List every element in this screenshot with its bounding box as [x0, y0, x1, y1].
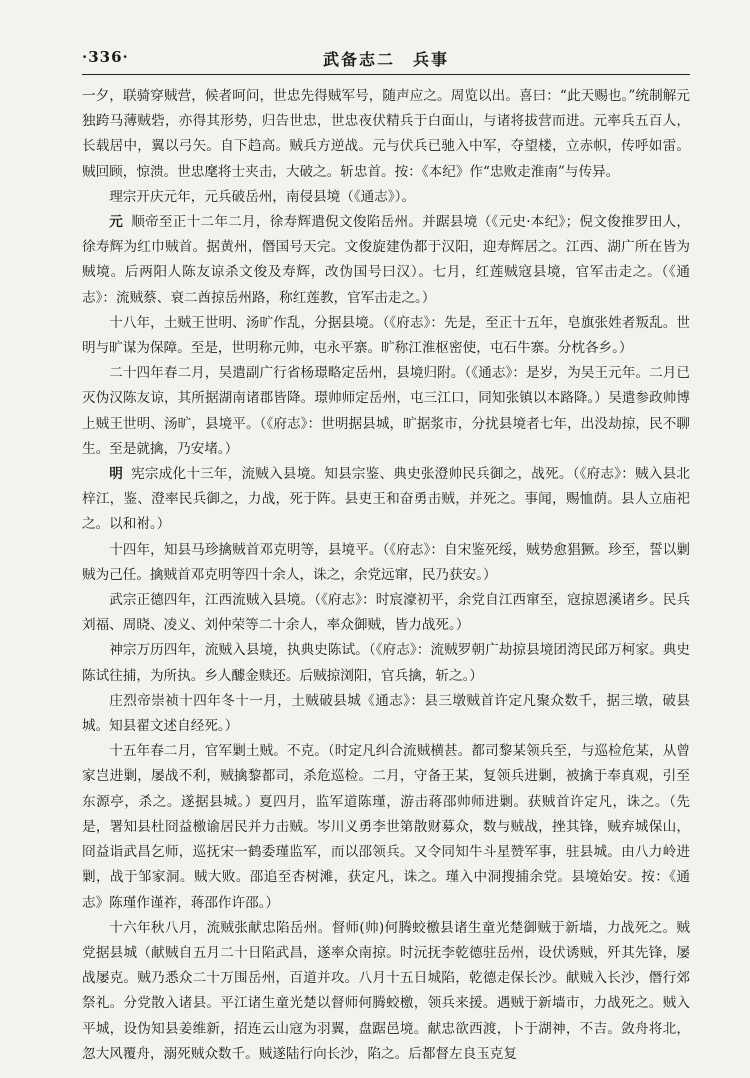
paragraph-6: 明 宪宗成化十三年，流贼入县境。知县宗鉴、典史张澄帅民兵御之，战死。（《府志》：贼入县北梓江，鉴、澄率民兵御之，力战，死于阵。县吏王和奋勇击贼，并死之。事闻，赐恤荫。县人立庙祀之。以和祔。） — [82, 466, 690, 533]
paragraph-8: 武宗正德四年，江西流贼入县境。（《府志》：时宸濠初平，余党自江西窜至，寇掠恩溪诸乡。民兵刘福、周晓、凌义、刘仲荣等二十余人，率众御贼，皆力战死。） — [82, 592, 690, 634]
paragraph-7: 十四年，知县马珍擒贼首邓克明等，县境平。（《府志》：自宋鉴死绥，贼势愈猖獗。珍至，誓以剿贼为己任。擒贼首邓克明等四十余人，诛之，余党远窜，民乃获安。） — [82, 541, 690, 583]
paragraph-9: 神宗万历四年，流贼入县境，执典史陈试。（《府志》：流贼罗朝广劫掠县境团湾民邱万柯家。典史陈试往捕，为所执。乡人醵金赎还。后贼掠浏阳，官兵擒，斩之。） — [82, 642, 690, 684]
page-header — [82, 44, 690, 75]
dynasty-marker-yuan: 元 — [109, 214, 124, 231]
paragraph-11: 十五年春二月，官军剿土贼。不克。（时定凡纠合流贼横甚。都司黎某领兵至，与巡检危某，从曾家岂进剿，屡战不利，贼擒黎都司，杀危巡检。二月，守备王某，复领兵进剿，被擒于奉真观，引至东源亭，杀之。遂据县城。）夏四月，监军道陈瑾，游击蒋邵帅师进剿。获贼首许定凡，诛之。（先是，署知县杜冏益檄谕居民并力击贼。岑川义勇李世第散财募众，数与贼战，挫其锋，贼弃城保山，冏益诣武昌乞师，巡抚宋一鹤委瑾监军，而以邵领兵。又令同知牛斗星赞军事，驻县城。由八力岭进剿，战于邹家洞。贼大败。邵追至杏树滩，获定凡，诛之。瑾入中洞搜捕余党。县境始安。按：《通志》陈瑾作谨祚，蒋邵作许邵。） — [82, 743, 690, 911]
paragraph-5: 二十四年春二月，吴遣副广行省杨璟略定岳州，县境归附。（《通志》：是岁，为吴王元年。二月已灭伪汉陈友谅，其所据湖南诸郡皆降。璟帅师定岳州，屯三江口，同知张镇以本路降。）吴遣参政帅博上贼王世明、汤旷，县境平。（《府志》：世明据县城，旷据浆市，分扰县境者七年，出没劫掠，民不聊生。至是就擒，乃安堵。） — [82, 365, 690, 457]
dynasty-marker-ming: 明 — [109, 466, 123, 483]
running-title: 武备志二 兵事 — [322, 50, 449, 69]
paragraph-12: 十六年秋八月，流贼张献忠陷岳州。督师(帅)何腾蛟檄县诸生童光楚御贼于新墙，力战死之。贼党据县城（献贼自五月二十日陷武昌，遂率众南掠。时沅抚李乾德驻岳州，设伏诱贼，歼其先锋，屡战屡克。贼乃悉众二十万围岳州，百道并攻。八月十五日城陷，乾德走保长沙。献贼入长沙，僭行郊祭礼。分党散入诸县。平江诸生童光楚以督师何腾蛟檄，领兵来援。遇贼于新墙市，力战死之。贼入平城，设伪知县姜维新，招连云山寇为羽翼，盘踞邑境。献忠欲西渡，卜于湖神，不吉。敛舟将北，忽大风覆舟，溺死贼众数千。贼遂陆行向长沙，陷之。后都督左良玉克复 — [82, 919, 690, 1062]
paragraph-1: 一夕，联骑穿贼营，候者呵问，世忠先得贼军号，随声应之。周览以出。喜曰：“此天赐也。”统制解元独跨马薄贼砦，亦得其形势，归告世忠，世忠夜伏精兵于白面山，与诸将拔营而进。元率兵五百人，长载居中，翼以弓矢。自下趋高。贼兵方逆战。元与伏兵已驰入中军，夺望楼，立赤帜，传呼如雷。贼回顾，惊溃。世忠麾将士夹击，大破之。斩忠首。按：《本纪》作“忠败走淮南”与传异。 — [82, 88, 690, 180]
paragraph-3: 元 顺帝至正十二年二月，徐寿辉遣倪文俊陷岳州。并踞县境（《元史·本纪》；倪文俊推罗田人，徐寿辉为红巾贼首。据黄州，僭国号天完。文俊旋建伪都于汉阳，迎寿辉居之。江西、湖广所在皆为贼境。后两阳人陈友谅杀文俊及寿辉，改伪国号曰汉）。七月，红莲贼寇县境，官军击走之。（《通志》：流贼蔡、衰二酋掠岳州路，称红莲教，官军击走之。） — [82, 214, 691, 306]
paragraph-10: 庄烈帝崇祯十四年冬十一月，土贼破县城《通志》：县三墩贼首许定凡聚众数千，据三墩，破县城。知县翟文述自经死。） — [82, 692, 690, 735]
body-text — [82, 84, 690, 1067]
page-number: ·336· — [82, 48, 129, 66]
paragraph-2: 理宗开庆元年，元兵破岳州，南侵县境（《通志》）。 — [109, 188, 416, 205]
paragraph-4: 十八年，土贼王世明、汤旷作乱，分据县境。（《府志》：先是，至正十五年，皂旗张姓者叛乱。世明与旷谋为保障。至是，世明称元帅，屯永平寨。旷称江淮枢密使，屯石牛寨。分枕各乡。） — [82, 314, 690, 357]
